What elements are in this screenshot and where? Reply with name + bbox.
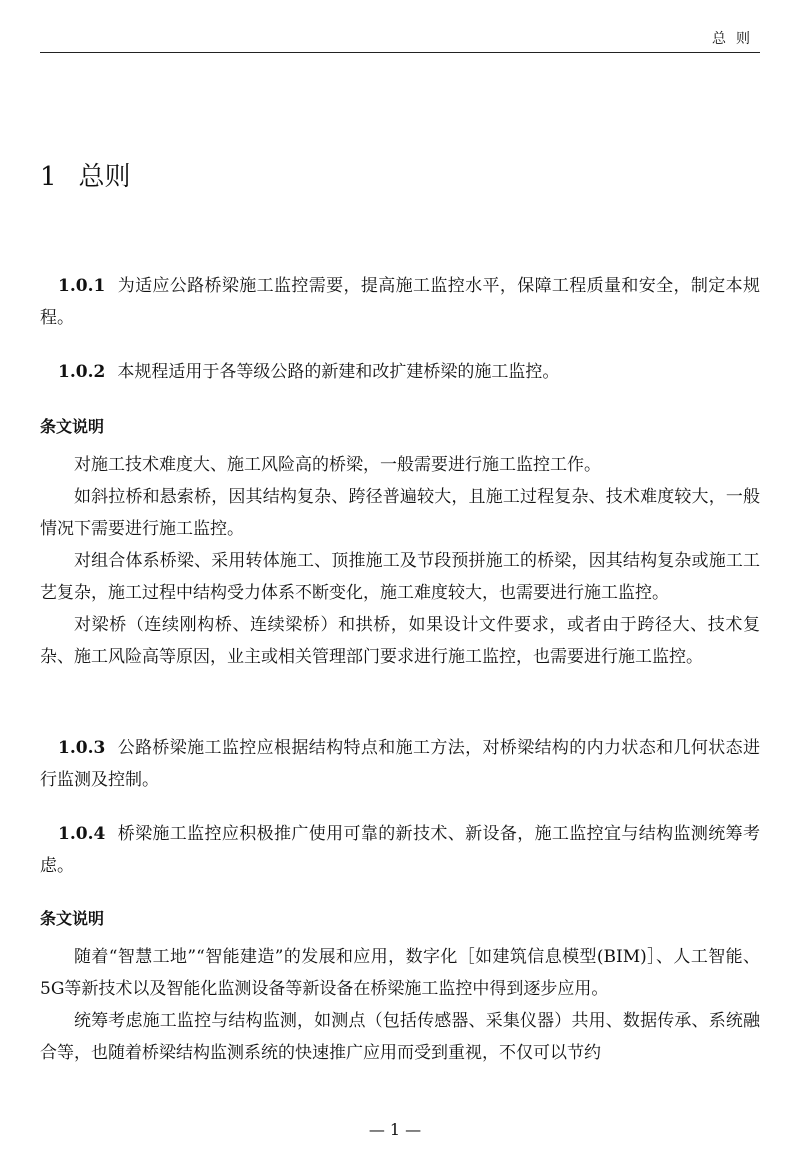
explanation-section-2 (40, 906, 760, 1069)
clause-text: 公路桥梁施工监控应根据结构特点和施工方法，对桥梁结构的内力状态和几何状态进行监测及控制。 (40, 738, 760, 790)
explanation-body (40, 941, 760, 1069)
chapter-title (40, 156, 131, 193)
explanation-paragraph: 随着“智慧工地”“智能建造”的发展和应用，数字化［如建筑信息模型(BIM)］、人工智能、5G等新技术以及智能化监测设备等新设备在桥梁施工监控中得到逐步应用。 (40, 947, 760, 999)
clause-text: 桥梁施工监控应积极推广使用可靠的新技术、新设备，施工监控宜与结构监测统筹考虑。 (40, 824, 760, 876)
clause-1-0-2 (40, 356, 760, 388)
clause-1-0-4 (40, 818, 760, 882)
clause-1-0-1 (40, 270, 760, 334)
clause-number: 1.0.4 (58, 824, 106, 844)
explanation-section-1 (40, 414, 760, 673)
explanation-paragraph: 对梁桥（连续刚构桥、连续梁桥）和拱桥，如果设计文件要求，或者由于跨径大、技术复杂、施工风险高等原因，业主或相关管理部门要求进行施工监控，也需要进行施工监控。 (40, 615, 760, 667)
running-header: 总则 (712, 31, 760, 47)
explanation-paragraph: 对组合体系桥梁、采用转体施工、顶推施工及节段预拼施工的桥梁，因其结构复杂或施工工艺复杂，施工过程中结构受力体系不断变化，施工难度较大，也需要进行施工监控。 (40, 551, 760, 603)
page-number: — 1 — (368, 1120, 422, 1139)
header-rule (40, 52, 760, 53)
clause-number: 1.0.3 (58, 738, 106, 758)
clause-text: 本规程适用于各等级公路的新建和改扩建桥梁的施工监控。 (117, 362, 560, 382)
explanation-paragraph: 统筹考虑施工监控与结构监测，如测点（包括传感器、采集仪器）共用、数据传承、系统融合等，也随着桥梁结构监测系统的快速推广应用而受到重视，不仅可以节约 (40, 1011, 760, 1063)
explanation-heading: 条文说明 (40, 417, 105, 436)
chapter-number: 1 (40, 162, 57, 192)
clause-number: 1.0.2 (58, 362, 106, 382)
clause-text: 为适应公路桥梁施工监控需要，提高施工监控水平，保障工程质量和安全，制定本规程。 (40, 276, 760, 328)
explanation-body (40, 449, 760, 673)
explanation-paragraph: 对施工技术难度大、施工风险高的桥梁，一般需要进行施工监控工作。 (74, 455, 601, 475)
chapter-title-text: 总则 (78, 162, 131, 192)
explanation-heading: 条文说明 (40, 909, 105, 928)
clause-1-0-3 (40, 732, 760, 796)
clause-number: 1.0.1 (58, 276, 106, 296)
explanation-paragraph: 如斜拉桥和悬索桥，因其结构复杂、跨径普遍较大，且施工过程复杂、技术难度较大，一般情况下需要进行施工监控。 (40, 487, 760, 539)
